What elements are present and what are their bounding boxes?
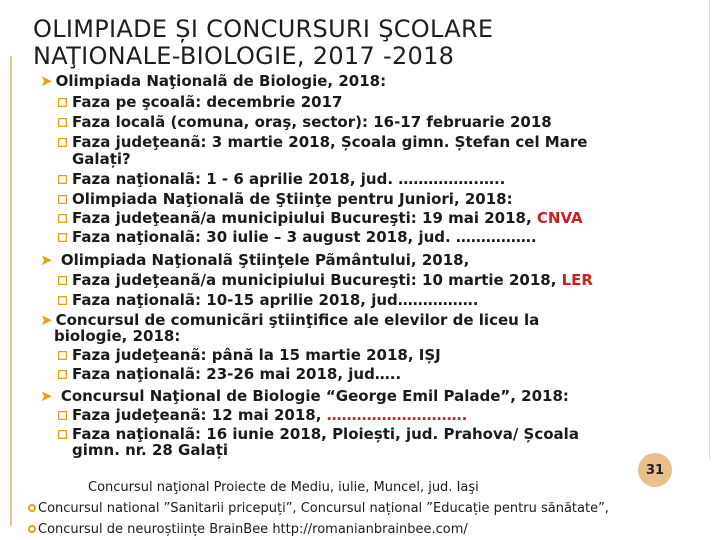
page-number-badge: 31: [638, 453, 672, 487]
title-line-2: NAŢIONALE-BIOLOGIE, 2017 -2018: [33, 42, 455, 70]
title-line-1: OLIMPIADE ȘI CONCURSURI ŞCOLARE: [33, 15, 494, 43]
square-bullet-icon: [58, 233, 67, 242]
square-bullet-icon: [58, 138, 67, 147]
list-item: Faza naţionalã: 10-15 aprilie 2018, jud…………….: [58, 291, 478, 309]
section-3-header: ➤ Concursul de comunicãri ştiinţifice ale elevilor de liceu la: [40, 311, 540, 329]
list-item: Faza judeţeanã/a municipiului Bucureşti: 10 martie 2018, LER: [58, 271, 593, 289]
section-1-header: ➤ Olimpiada Naţionalã de Biologie, 2018:: [40, 72, 387, 90]
square-bullet-icon: [58, 411, 67, 420]
left-decor-bar: [10, 56, 12, 526]
list-item: Faza judeţeanã/a municipiului Bucureşti: 19 mai 2018, CNVA: [58, 209, 583, 227]
list-item: Faza pe şcoalã: decembrie 2017: [58, 93, 342, 111]
square-bullet-icon: [58, 118, 67, 127]
square-bullet-icon: [58, 276, 67, 285]
list-item: Faza judeţeanã: 12 mai 2018, ……………………….: [58, 406, 467, 424]
list-item: Faza localã (comuna, oraş, sector): 16-17 februarie 2018: [58, 113, 552, 131]
section-4-header: ➤ Concursul Naţional de Biologie “George Emil Palade”, 2018:: [40, 387, 569, 405]
square-bullet-icon: [58, 351, 67, 360]
list-item: Faza judeţeanã: 3 martie 2018, Școala gimn. Ștefan cel Mare: [58, 133, 587, 151]
circle-bullet-icon: [28, 525, 36, 533]
arrow-bullet-icon: ➤: [40, 387, 53, 405]
list-item-continuation: Galați?: [72, 150, 131, 168]
square-bullet-icon: [58, 214, 67, 223]
slide-title: [33, 16, 493, 70]
list-item: Faza naţionalã: 30 iulie – 3 august 2018, jud. …………….: [58, 228, 537, 246]
list-item: Faza naţionalã: 16 iunie 2018, Ploiești, jud. Prahova/ Școala: [58, 425, 579, 443]
section-3-header-continuation: biologie, 2018:: [54, 327, 181, 345]
square-bullet-icon: [58, 430, 67, 439]
circle-bullet-icon: [28, 504, 36, 512]
list-item-continuation: gimn. nr. 28 Galați: [72, 441, 229, 459]
footer-line-2: Concursul national ”Sanitarii pricepuți”, Concursul național ”Educație pentru sănătate”,: [28, 501, 609, 517]
square-bullet-icon: [58, 98, 67, 107]
footer-line-3: Concursul de neuroștiințe BrainBee http://romanianbrainbee.com/: [28, 522, 468, 538]
arrow-bullet-icon: ➤: [40, 311, 53, 329]
footer-line-1: Concursul naţional Proiecte de Mediu, iulie, Muncel, jud. Iaşi: [88, 480, 479, 495]
square-bullet-icon: [58, 370, 67, 379]
list-item: Faza naţionalã: 1 - 6 aprilie 2018, jud. …………….…..: [58, 170, 505, 188]
square-bullet-icon: [58, 296, 67, 305]
square-bullet-icon: [58, 195, 67, 204]
list-item: Olimpiada Naţionalã de Ştiinţe pentru Juniori, 2018:: [58, 190, 513, 208]
right-decor-bar: [709, 0, 710, 460]
list-item: Faza judeţeanã: până la 15 martie 2018, IȘJ: [58, 346, 441, 364]
arrow-bullet-icon: ➤: [40, 72, 53, 90]
square-bullet-icon: [58, 175, 67, 184]
list-item: Faza naţionalã: 23-26 mai 2018, jud…..: [58, 365, 401, 383]
section-2-header: ➤ Olimpiada Naţionalã Ştiinţele Pãmântului, 2018,: [40, 251, 470, 269]
arrow-bullet-icon: ➤: [40, 251, 53, 269]
